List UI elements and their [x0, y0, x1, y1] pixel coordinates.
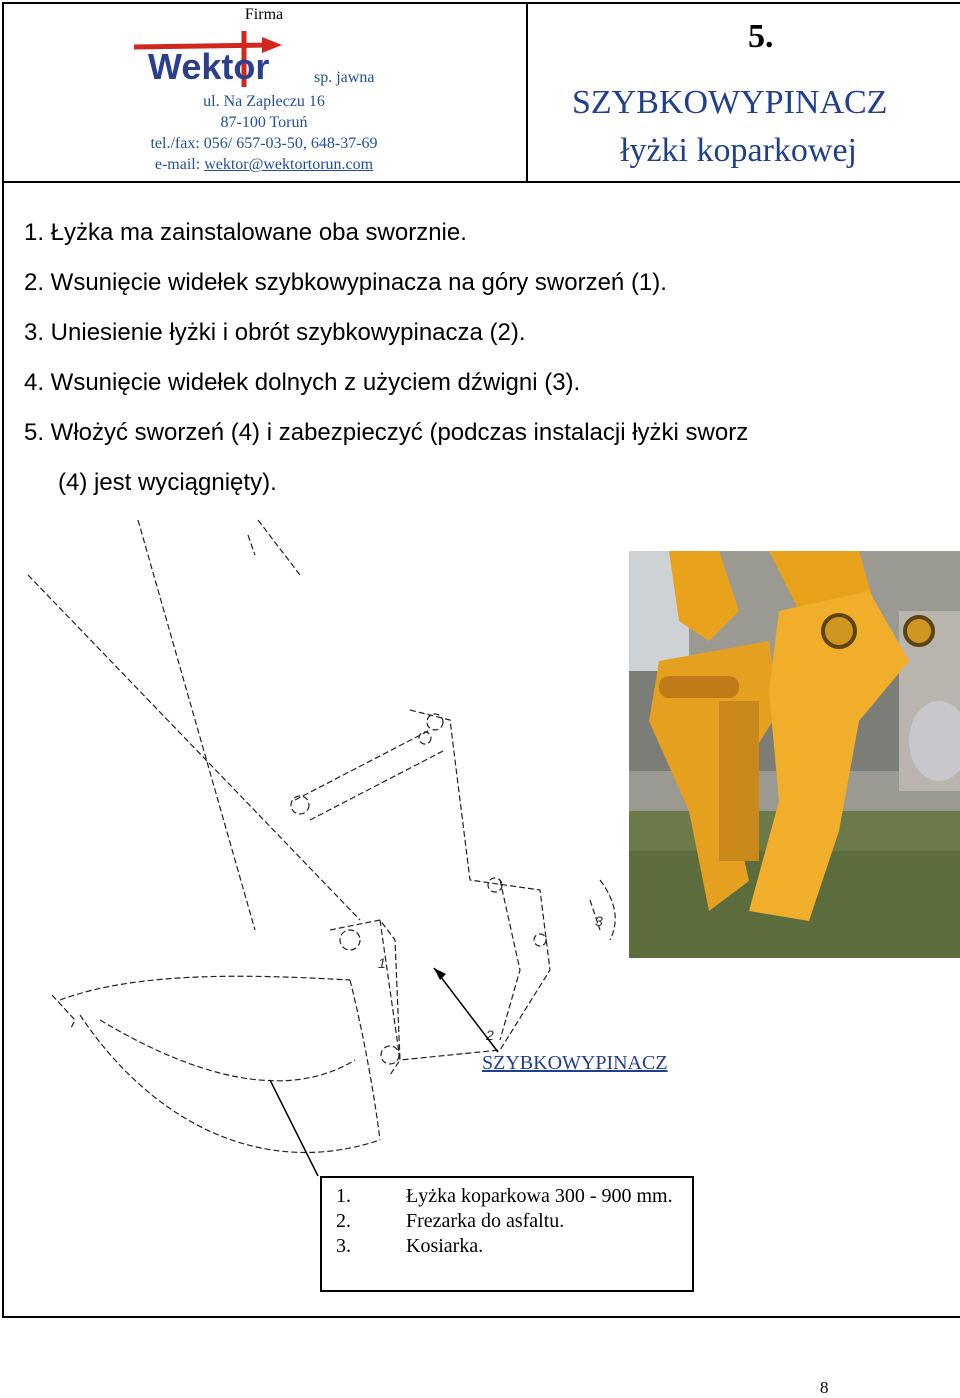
legend-item	[336, 1234, 692, 1259]
firma-label: Firma	[244, 6, 284, 23]
legend-item	[336, 1184, 692, 1209]
company-block	[4, 4, 524, 175]
email-link[interactable]: wektor@wektortorun.com	[204, 156, 374, 173]
chapter-subtitle: łyżki koparkowej	[620, 132, 857, 169]
email-label: e-mail:	[154, 156, 205, 173]
chapter-title: SZYBKOWYPINACZ	[572, 84, 888, 121]
page-number: 8	[820, 1378, 829, 1397]
legend-num: 2.	[336, 1210, 351, 1232]
figure-caption: SZYBKOWYPINACZ	[482, 1052, 668, 1074]
address-city: 87-100 Toruń	[220, 114, 308, 131]
attachment-legend	[320, 1176, 694, 1292]
legend-text: Frezarka do asfaltu.	[406, 1210, 565, 1232]
step-5-continuation: (4) jest wyciągnięty).	[58, 469, 277, 496]
legal-form: sp. jawna	[314, 69, 375, 86]
drawing-label-2: 2	[486, 1027, 494, 1043]
company-logo	[134, 27, 394, 91]
instruction-steps	[24, 208, 960, 508]
email-line	[4, 154, 524, 175]
address-street: ul. Na Zapleczu 16	[203, 93, 325, 110]
chapter-number: 5.	[748, 18, 774, 55]
header-vertical-divider	[526, 2, 528, 182]
coupler-photo-illustration	[629, 551, 960, 958]
step-3: 3. Uniesienie łyżki i obrót szybkowypinacza (2).	[24, 319, 526, 346]
drawing-label-3: 3	[595, 913, 603, 929]
legend-num: 1.	[336, 1185, 351, 1207]
step-5: 5. Włożyć sworzeń (4) i zabezpieczyć (podczas instalacji łyżki sworz	[24, 419, 749, 446]
legend-text: Łyżka koparkowa 300 - 900 mm.	[406, 1185, 673, 1207]
drawing-label-1: 1	[378, 955, 386, 971]
legend-item	[336, 1209, 692, 1234]
step-4: 4. Wsunięcie widełek dolnych z użyciem dźwigni (3).	[24, 369, 581, 396]
legend-text: Kosiarka.	[406, 1235, 484, 1257]
phone-fax: tel./fax: 056/ 657-03-50, 648-37-69	[150, 135, 378, 152]
step-1: 1. Łyżka ma zainstalowane oba sworznie.	[24, 219, 467, 246]
legend-num: 3.	[336, 1235, 351, 1257]
logo-wordmark: Wektor	[148, 46, 270, 87]
quick-coupler-photo	[629, 551, 960, 958]
header-divider	[2, 181, 960, 183]
bucket-technical-drawing	[0, 500, 640, 1200]
step-2: 2. Wsunięcie widełek szybkowypinacza na góry sworzeń (1).	[24, 269, 667, 296]
